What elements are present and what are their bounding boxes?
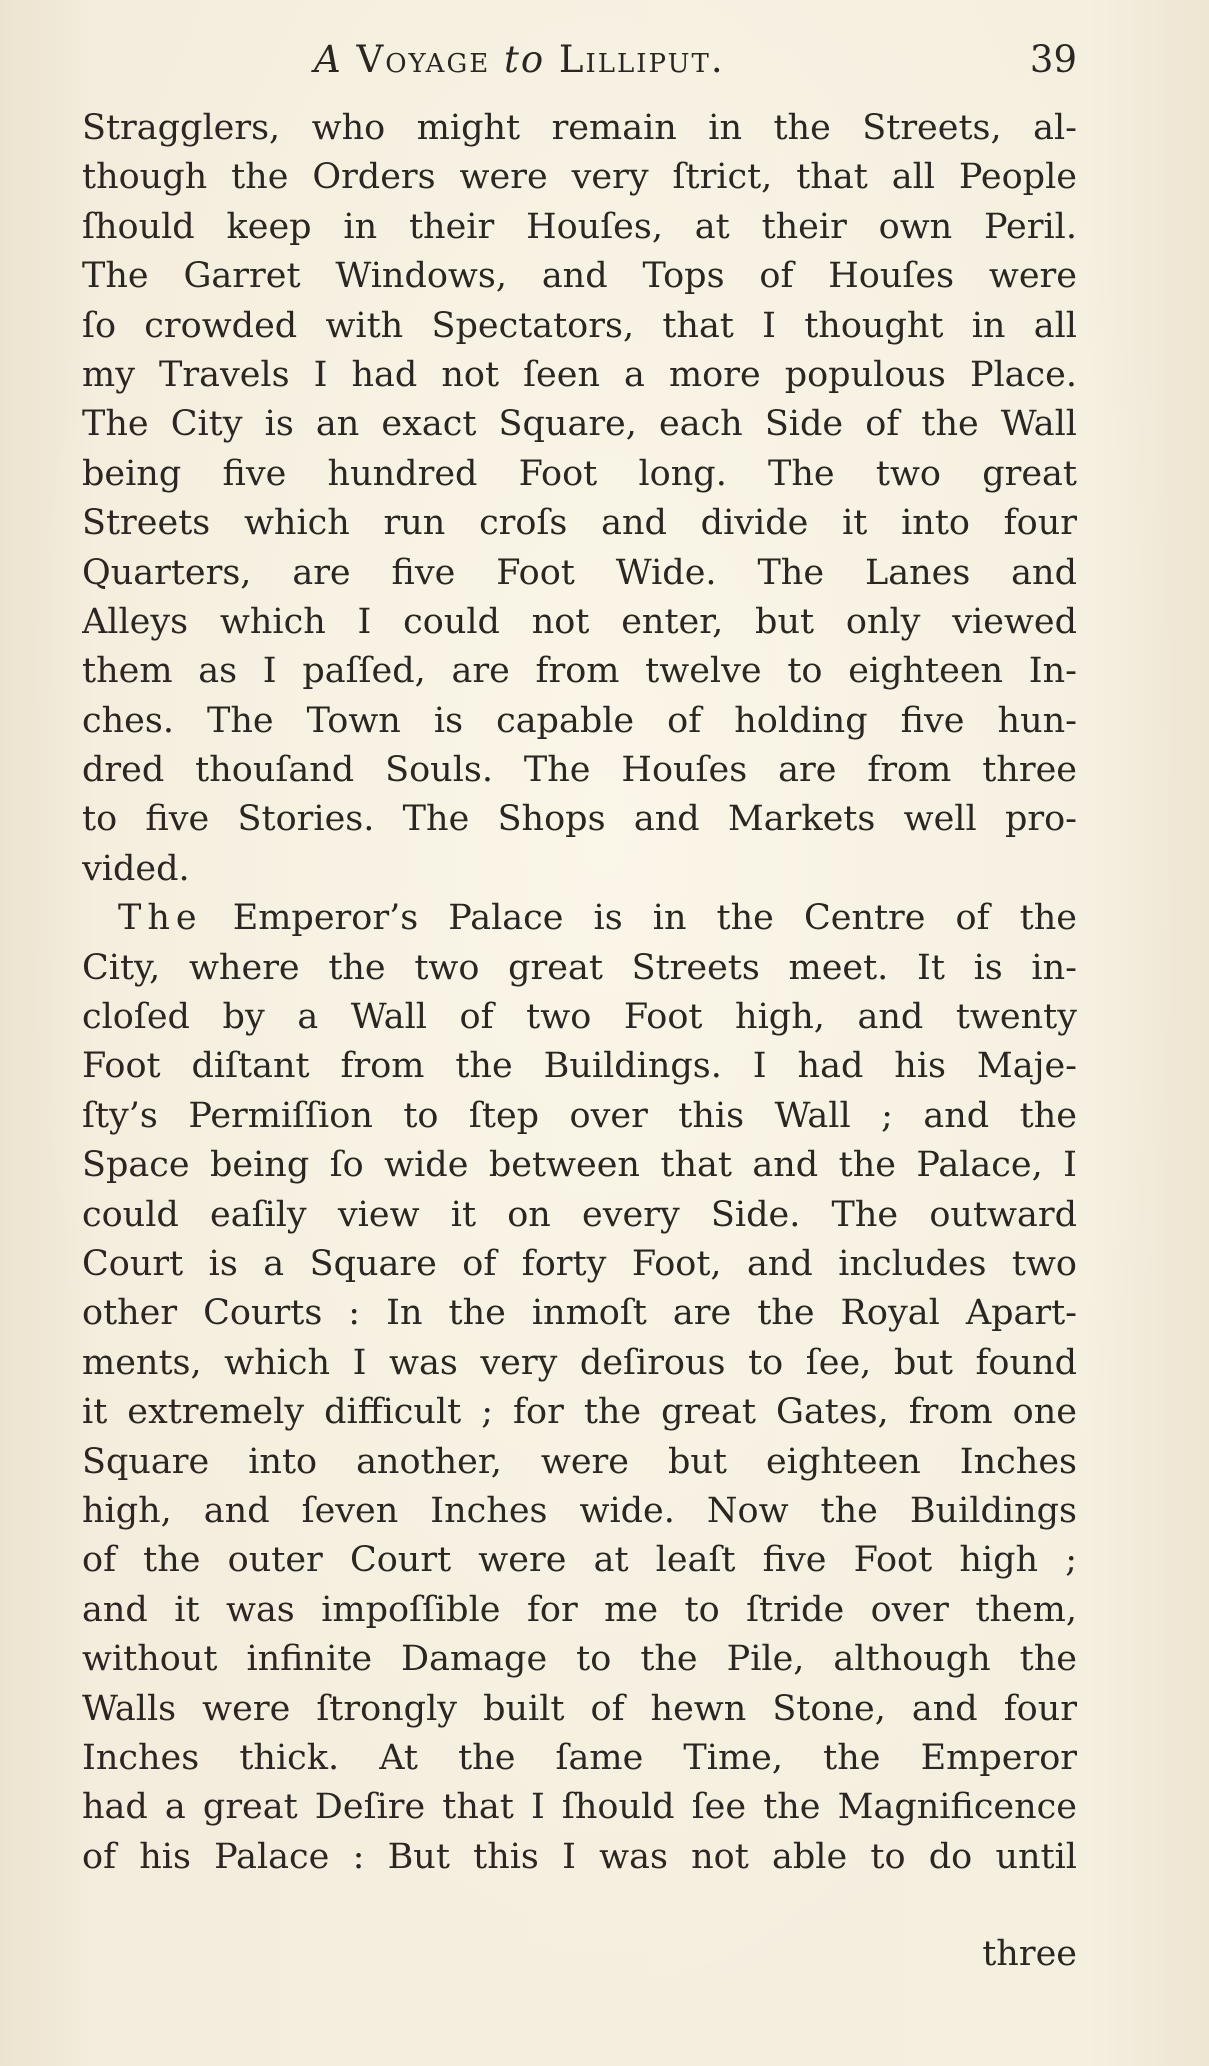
text-line: Walls were ſtrongly built of hewn Stone, and four xyxy=(82,1688,1077,1729)
text-line: ſo crowded with Spectators, that I thought in all xyxy=(82,305,1077,346)
text-line: could eaſily view it on every Side. The outward xyxy=(82,1194,1077,1235)
text-line: of the outer Court were at leaſt five Foot high ; xyxy=(82,1540,1077,1581)
text-line: Streets which run croſs and divide it into four xyxy=(82,503,1077,544)
title-place: Lilliput. xyxy=(558,38,725,81)
text-line: cloſed by a Wall of two Foot high, and twenty xyxy=(82,997,1077,1038)
text-line: Space being ſo wide between that and the Palace, I xyxy=(82,1145,1077,1186)
text-line: ments, which I was very deſirous to ſee, but found xyxy=(82,1342,1077,1383)
title-to: to xyxy=(503,38,546,81)
text-line-first xyxy=(82,894,1077,943)
text-line: City, where the two great Streets meet. It is in- xyxy=(82,947,1077,988)
text-line: high, and ſeven Inches wide. Now the Buildings xyxy=(82,1490,1077,1531)
text-line: Foot diſtant from the Buildings. I had his Maje- xyxy=(82,1046,1077,1087)
text-line: of his Palace : But this I was not able to do until xyxy=(82,1836,1077,1877)
text-line: ſhould keep in their Houſes, at their own Peril. xyxy=(82,206,1077,247)
text-line: without infinite Damage to the Pile, although the xyxy=(82,1639,1077,1680)
text-line: them as I paſſed, are from twelve to eighteen In- xyxy=(82,651,1077,692)
text-line: Inches thick. At the ſame Time, the Emperor xyxy=(82,1737,1077,1778)
body-text xyxy=(82,104,1077,1882)
catchword: three xyxy=(982,1934,1077,1974)
text-line: and it was impoſſible for me to ſtride over them, xyxy=(82,1589,1077,1630)
title-voyage: Voyage xyxy=(356,38,491,81)
title-article: A xyxy=(314,38,343,81)
text-line: vided. xyxy=(82,848,190,889)
text-line: The City is an exact Square, each Side of the Wall xyxy=(82,404,1077,445)
text-line: dred thouſand Souls. The Houſes are from three xyxy=(82,750,1077,791)
text-line: other Courts : In the inmoſt are the Royal Apart- xyxy=(82,1293,1077,1334)
text-line: to five Stories. The Shops and Markets well pro- xyxy=(82,799,1077,840)
page-number: 39 xyxy=(1029,38,1077,81)
text-line: Court is a Square of forty Foot, and includes two xyxy=(82,1243,1077,1284)
text-line: Square into another, were but eighteen Inches xyxy=(82,1441,1077,1482)
paragraph-opening-word: The xyxy=(118,898,203,939)
text-line: it extremely difficult ; for the great Gates, from one xyxy=(82,1392,1077,1433)
text-line: Alleys which I could not enter, but only viewed xyxy=(82,601,1077,642)
paragraph-2 xyxy=(82,894,1077,1882)
first-line-rest: Emperor’s Palace is in the Centre of the xyxy=(232,898,1077,939)
text-line: The Garret Windows, and Tops of Houſes were xyxy=(82,256,1077,297)
text-line: ſty’s Permiſſion to ſtep over this Wall ; and the xyxy=(82,1095,1077,1136)
text-line: ches. The Town is capable of holding five hun- xyxy=(82,700,1077,741)
text-line: Stragglers, who might remain in the Streets, al- xyxy=(82,108,1077,148)
text-line: Quarters, are five Foot Wide. The Lanes and xyxy=(82,552,1077,593)
text-line: had a great Deſire that I ſhould ſee the Magnificence xyxy=(82,1787,1077,1828)
text-line: though the Orders were very ſtrict, that all People xyxy=(82,157,1077,198)
running-title xyxy=(314,38,725,82)
paragraph-1 xyxy=(82,104,1077,894)
text-line: my Travels I had not ſeen a more populous Place. xyxy=(82,354,1077,395)
text-line: being five hundred Foot long. The two great xyxy=(82,453,1077,494)
page-header xyxy=(82,38,1077,82)
